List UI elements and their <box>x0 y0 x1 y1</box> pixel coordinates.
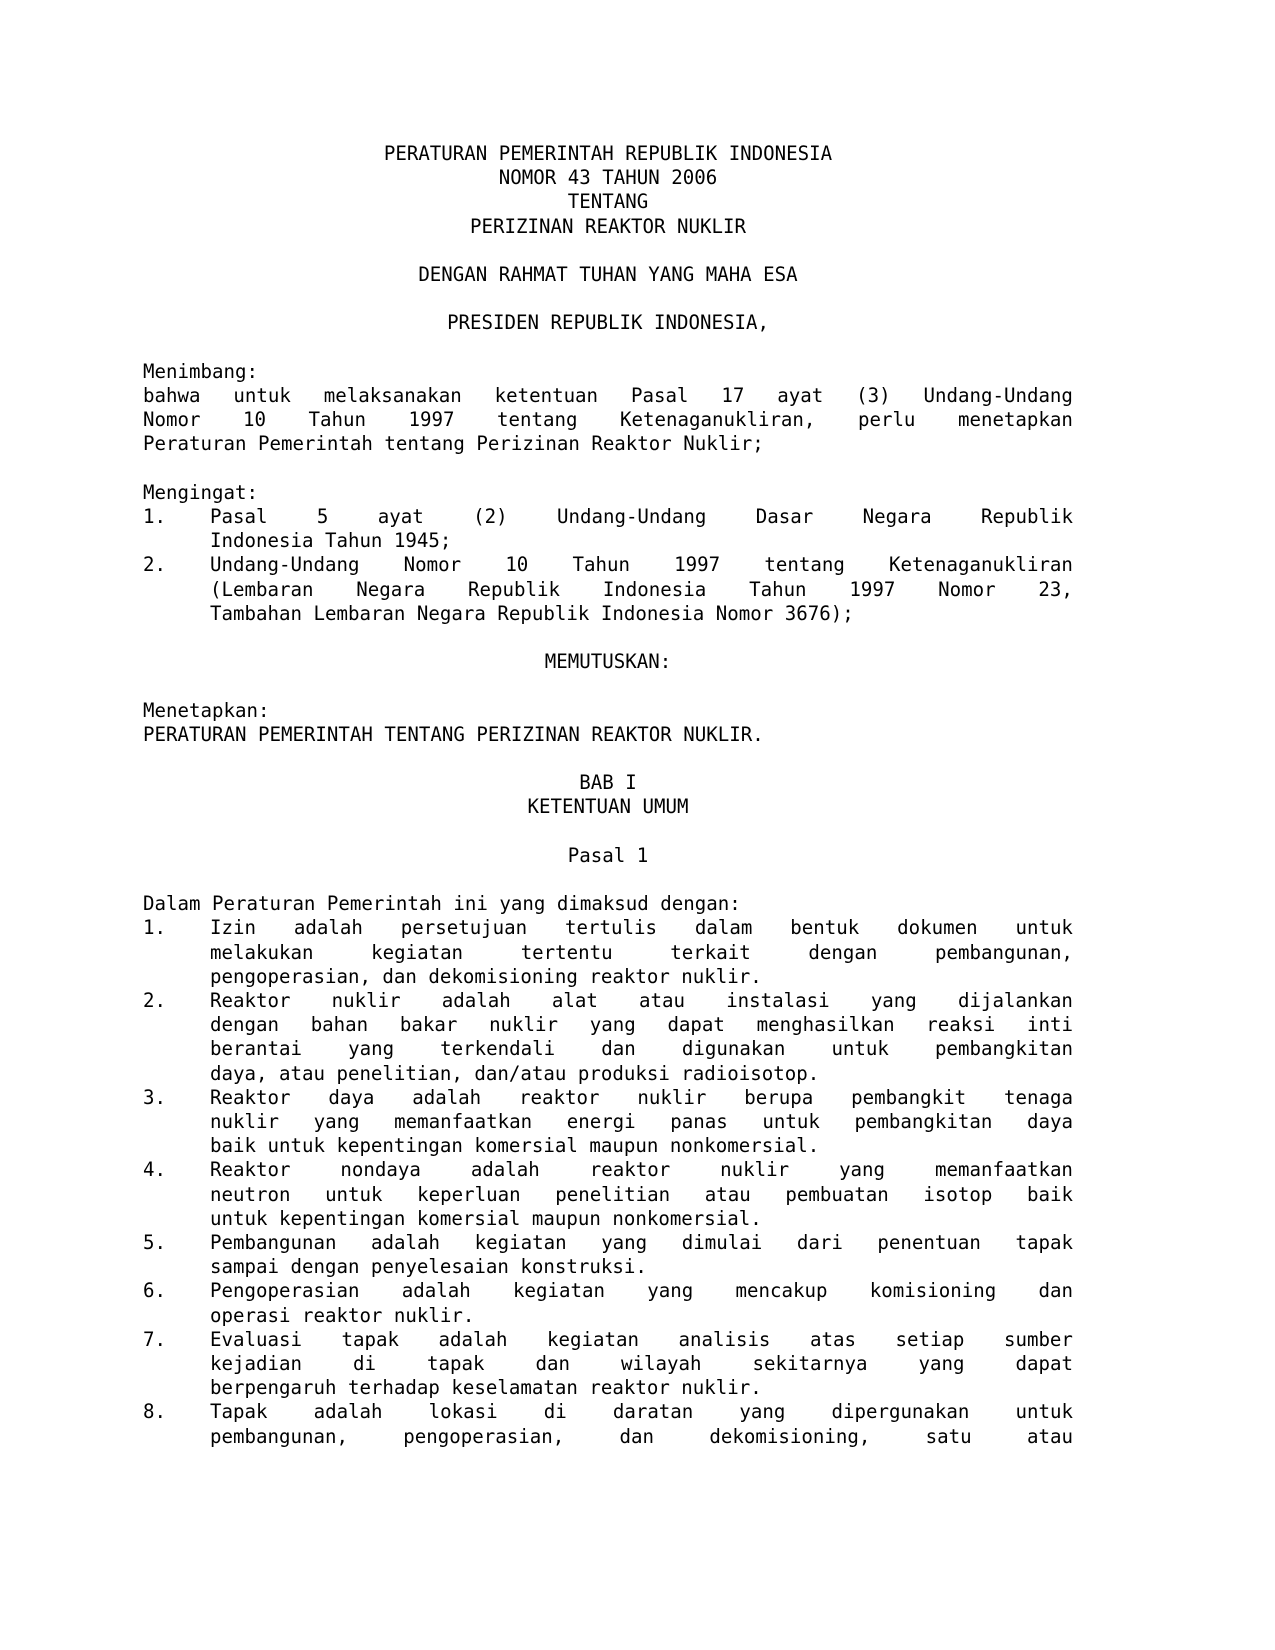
word: Pasal <box>630 383 689 407</box>
list-item-number: 8. <box>143 1400 166 1424</box>
list-item-body <box>210 989 1073 1086</box>
list-item-body <box>210 1400 1073 1448</box>
word: sekitarnya <box>752 1352 868 1376</box>
word: Ketenaganukliran, <box>620 408 816 432</box>
word: Negara <box>356 577 426 601</box>
word: instalasi <box>726 988 830 1012</box>
text-line <box>210 1158 1073 1182</box>
menetapkan-label: Menetapkan: <box>143 698 270 722</box>
word: tentang <box>497 408 578 432</box>
word: Tambahan Lembaran Negara Republik Indonesia Nomor 3676); <box>210 601 854 625</box>
word: kegiatan <box>474 1231 567 1254</box>
invocation-line: DENGAN RAHMAT TUHAN YANG MAHA ESA <box>418 263 798 286</box>
word: dimulai <box>681 1231 763 1254</box>
text-line <box>210 1304 1073 1328</box>
word: yang <box>589 1013 636 1037</box>
word: untuk <box>233 383 291 407</box>
word: dengan <box>210 1013 279 1037</box>
word: perlu <box>857 408 916 432</box>
text-line <box>210 1183 1073 1207</box>
word: yang <box>918 1352 965 1376</box>
word: nondaya <box>340 1158 421 1182</box>
list-item-number: 5. <box>143 1231 166 1254</box>
word: nuklir <box>637 1085 707 1109</box>
word: daya <box>1026 1109 1073 1133</box>
word: dari <box>796 1231 843 1254</box>
word: melakukan <box>210 940 314 964</box>
word: berupa <box>744 1085 814 1109</box>
word: adalah <box>293 916 363 940</box>
word: 10 <box>505 553 529 577</box>
word: Pembangunan <box>210 1231 337 1254</box>
word: (Lembaran <box>210 577 314 601</box>
list-item-body <box>210 916 1073 989</box>
word: Tapak <box>210 1400 268 1424</box>
text-line <box>210 1279 1073 1303</box>
word: dan <box>1038 1279 1073 1303</box>
word: bahwa <box>143 383 201 407</box>
word: Nomor <box>403 553 462 577</box>
word: energi <box>566 1109 636 1133</box>
list-item <box>143 916 1073 989</box>
list-item-body <box>210 1279 1073 1327</box>
word: daratan <box>612 1400 694 1424</box>
spacer <box>143 457 1073 481</box>
word: bahan <box>310 1013 369 1037</box>
word: tertentu <box>520 940 613 964</box>
word: Negara <box>862 504 932 528</box>
word: reaksi <box>926 1013 996 1037</box>
word: atau <box>704 1182 751 1206</box>
list-item-body <box>210 1158 1073 1231</box>
word: pengoperasian, dan dekomisioning reaktor nuklir. <box>210 964 762 988</box>
text-line <box>210 1255 1073 1279</box>
word: Tahun <box>749 577 807 601</box>
word: untuk <box>325 1182 383 1206</box>
word: kegiatan <box>546 1327 639 1351</box>
list-item <box>143 1279 1073 1327</box>
word: reaktor <box>589 1158 671 1182</box>
word: terkait <box>670 940 751 964</box>
list-item-number: 2. <box>143 988 166 1012</box>
word: tentang <box>764 553 845 577</box>
list-item-number: 1. <box>143 504 166 528</box>
word: sampai dengan penyelesaian konstruksi. <box>210 1255 647 1279</box>
word: melaksanakan <box>323 383 462 407</box>
word: adalah <box>438 1327 508 1351</box>
word: berpengaruh terhadap keselamatan reaktor nuklir. <box>210 1376 762 1400</box>
word: untuk <box>762 1109 820 1133</box>
list-item <box>143 1400 1073 1448</box>
memutuskan-heading: MEMUTUSKAN: <box>544 650 672 674</box>
word: penelitian <box>555 1182 671 1206</box>
list-item <box>143 553 1073 626</box>
word: Indonesia Tahun 1945; <box>210 529 452 553</box>
word: wilayah <box>621 1352 702 1376</box>
word: 17 <box>721 383 745 407</box>
list-item-number: 6. <box>143 1279 166 1303</box>
word: reaktor <box>519 1085 600 1109</box>
word: Evaluasi <box>210 1327 302 1351</box>
word: terkendali <box>440 1037 556 1061</box>
title-block <box>143 142 1073 239</box>
word: adalah <box>470 1158 540 1182</box>
word: Republik <box>468 577 561 601</box>
list-item <box>143 1086 1073 1159</box>
text-line <box>143 432 1073 456</box>
word: satu <box>925 1424 972 1448</box>
list-item-number: 7. <box>143 1327 166 1351</box>
text-line <box>143 408 1073 432</box>
word: daya, atau penelitian, dan/atau produksi radioisotop. <box>210 1061 820 1085</box>
word: persetujuan <box>400 916 528 940</box>
word: dapat <box>667 1013 725 1037</box>
word: isotop <box>923 1182 993 1206</box>
word: Tahun <box>308 408 366 432</box>
word: Nomor <box>938 577 996 601</box>
word: yang <box>348 1037 395 1061</box>
word: Pengoperasian <box>210 1279 360 1303</box>
list-item-number: 2. <box>143 553 166 577</box>
text-line <box>210 578 1073 602</box>
text-line <box>210 1425 1073 1449</box>
text-line <box>210 1110 1073 1134</box>
menetapkan-text: PERATURAN PEMERINTAH TENTANG PERIZINAN REAKTOR NUKLIR. <box>143 722 764 746</box>
text-line <box>210 965 1073 989</box>
text-line <box>210 1400 1073 1424</box>
word: Nomor <box>143 408 201 432</box>
word: mencakup <box>735 1279 828 1303</box>
word: sumber <box>1003 1327 1073 1351</box>
word: komisioning <box>869 1279 997 1303</box>
word: nuklir <box>489 1013 559 1037</box>
definition-list <box>143 916 1073 1448</box>
word: yang <box>313 1109 360 1133</box>
list-item-body <box>210 1086 1073 1159</box>
word: Reaktor <box>210 1158 291 1182</box>
word: pembangunan, <box>934 940 1073 964</box>
word: dekomisioning, <box>709 1424 871 1448</box>
word: berantai <box>210 1037 302 1061</box>
spacer <box>143 747 1073 771</box>
text-line <box>210 989 1073 1013</box>
word: Dasar <box>755 504 814 528</box>
word: ketentuan <box>494 383 599 407</box>
word: Republik <box>981 504 1073 528</box>
title-line-3: TENTANG <box>567 190 649 214</box>
word: 1997 <box>849 577 896 601</box>
word: tapak <box>1015 1231 1073 1254</box>
word: Izin <box>210 916 256 940</box>
spacer <box>143 336 1073 360</box>
word: 10 <box>243 408 266 432</box>
word: memanfaatkan <box>934 1158 1073 1182</box>
spacer <box>143 868 1073 892</box>
spacer <box>143 287 1073 311</box>
word: Reaktor <box>210 988 291 1012</box>
text-line <box>210 1086 1073 1110</box>
text-line <box>210 505 1073 529</box>
title-line-4: PERIZINAN REAKTOR NUKLIR <box>470 214 746 238</box>
word: yang <box>601 1231 648 1254</box>
word: memanfaatkan <box>394 1109 533 1133</box>
word: untuk <box>831 1037 889 1061</box>
text-line <box>143 384 1073 408</box>
word: pembangkitan <box>935 1037 1073 1061</box>
list-item-number: 4. <box>143 1158 166 1182</box>
list-item-number: 3. <box>143 1085 166 1109</box>
word: atas <box>809 1327 856 1351</box>
text-line <box>210 553 1073 577</box>
word: pembangkitan <box>854 1109 993 1133</box>
list-item <box>143 505 1073 553</box>
word: dalam <box>694 916 753 940</box>
word: Undang-Undang <box>923 383 1073 407</box>
word: panas <box>670 1109 728 1133</box>
word: Peraturan Pemerintah tentang Perizinan Reaktor Nuklir; <box>143 432 764 456</box>
word: dan <box>619 1424 655 1448</box>
word: dengan <box>808 940 878 964</box>
word: neutron <box>210 1182 291 1206</box>
list-item <box>143 1328 1073 1401</box>
title-line-1: PERATURAN PEMERINTAH REPUBLIK INDONESIA <box>383 142 833 165</box>
word: pembangunan, <box>210 1424 348 1448</box>
text-line <box>210 1231 1073 1255</box>
word: Indonesia <box>602 577 707 601</box>
word: (3) <box>856 383 891 407</box>
word: dokumen <box>897 916 978 940</box>
spacer <box>143 674 1073 698</box>
menimbang-label: Menimbang: <box>143 359 258 383</box>
text-line <box>210 602 1073 626</box>
word: yang <box>647 1279 694 1303</box>
mengingat-label: Mengingat: <box>143 480 258 504</box>
word: yang <box>739 1400 786 1424</box>
word: nuklir <box>210 1109 279 1133</box>
word: alat <box>551 988 598 1012</box>
mengingat-list <box>143 505 1073 626</box>
issuer-line: PRESIDEN REPUBLIK INDONESIA, <box>447 311 769 335</box>
word: tenaga <box>1003 1085 1073 1109</box>
text-line <box>210 1328 1073 1352</box>
word: atau <box>1026 1424 1073 1448</box>
word: ayat <box>377 504 424 528</box>
list-item <box>143 1231 1073 1279</box>
list-item-body <box>210 1328 1073 1401</box>
word: baik <box>1026 1182 1073 1206</box>
word: dipergunakan <box>831 1400 970 1424</box>
word: operasi reaktor nuklir. <box>210 1303 475 1327</box>
list-item-body <box>210 505 1073 553</box>
spacer <box>143 626 1073 650</box>
word: bakar <box>399 1013 458 1037</box>
word: bentuk <box>790 916 860 940</box>
word: ayat <box>777 383 824 407</box>
document-content <box>143 142 1073 1449</box>
word: setiap <box>895 1327 965 1351</box>
word: penentuan <box>877 1231 981 1254</box>
word: nuklir <box>720 1158 790 1182</box>
word: Tahun <box>572 553 630 577</box>
text-line <box>210 529 1073 553</box>
word: (2) <box>473 504 508 528</box>
word: menghasilkan <box>756 1013 895 1037</box>
word: adalah <box>313 1400 383 1424</box>
word: adalah <box>412 1085 482 1109</box>
word: di <box>543 1400 567 1424</box>
word: kejadian <box>210 1352 302 1376</box>
chapter-name: KETENTUAN UMUM <box>527 795 689 819</box>
chapter-number: BAB I <box>579 771 637 795</box>
text-line <box>210 1134 1073 1158</box>
word: menetapkan <box>957 408 1073 432</box>
word: 5 <box>316 504 329 528</box>
word: untuk <box>1015 916 1073 940</box>
word: baik untuk kepentingan komersial maupun nonkomersial. <box>210 1134 820 1158</box>
word: keperluan <box>417 1182 521 1206</box>
word: adalah <box>401 1279 471 1303</box>
text-line <box>210 941 1073 965</box>
word: atau <box>639 988 686 1012</box>
article-lead-in: Dalam Peraturan Pemerintah ini yang dimaksud dengan: <box>143 892 741 916</box>
spacer <box>143 239 1073 263</box>
word: di <box>352 1352 376 1376</box>
word: adalah <box>371 1231 441 1254</box>
word: Ketenaganukliran <box>889 553 1073 577</box>
text-line <box>210 1352 1073 1376</box>
text-line <box>210 1376 1073 1400</box>
word: dijalankan <box>957 988 1073 1012</box>
word: pembuatan <box>785 1182 889 1206</box>
word: lokasi <box>428 1400 498 1424</box>
list-item-number: 1. <box>143 916 166 940</box>
list-item-body <box>210 553 1073 626</box>
word: untuk kepentingan komersial maupun nonkomersial. <box>210 1206 762 1230</box>
word: kegiatan <box>513 1279 605 1303</box>
article-number: Pasal 1 <box>567 843 649 867</box>
word: daya <box>328 1085 375 1109</box>
list-item <box>143 989 1073 1086</box>
word: yang <box>870 988 917 1012</box>
word: tertulis <box>565 916 658 940</box>
list-item-body <box>210 1231 1073 1279</box>
word: pengoperasian, <box>403 1424 565 1448</box>
word: untuk <box>1015 1400 1073 1424</box>
word: pembangkit <box>851 1085 967 1109</box>
word: kegiatan <box>371 940 464 964</box>
word: Undang-Undang <box>556 504 707 528</box>
word: inti <box>1026 1013 1073 1037</box>
text-line <box>210 1037 1073 1061</box>
text-line <box>210 1062 1073 1086</box>
word: dapat <box>1015 1352 1073 1376</box>
spacer <box>143 820 1073 844</box>
word: 1997 <box>408 408 455 432</box>
word: tapak <box>341 1327 399 1351</box>
word: Undang-Undang <box>210 553 360 577</box>
word: tapak <box>427 1352 485 1376</box>
word: yang <box>839 1158 886 1182</box>
word: nuklir <box>331 988 401 1012</box>
text-line <box>210 1013 1073 1037</box>
word: 1997 <box>674 553 721 577</box>
title-line-2: NOMOR 43 TAHUN 2006 <box>498 166 718 190</box>
word: Pasal <box>210 504 268 528</box>
text-line <box>210 916 1073 940</box>
word: adalah <box>441 988 511 1012</box>
word: analisis <box>678 1327 771 1351</box>
list-item <box>143 1158 1073 1231</box>
word: dan <box>601 1037 636 1061</box>
word: dan <box>535 1352 570 1376</box>
word: Reaktor <box>210 1085 291 1109</box>
menimbang-body <box>143 384 1073 457</box>
text-line <box>210 1207 1073 1231</box>
word: 23, <box>1038 577 1073 601</box>
word: digunakan <box>681 1037 786 1061</box>
